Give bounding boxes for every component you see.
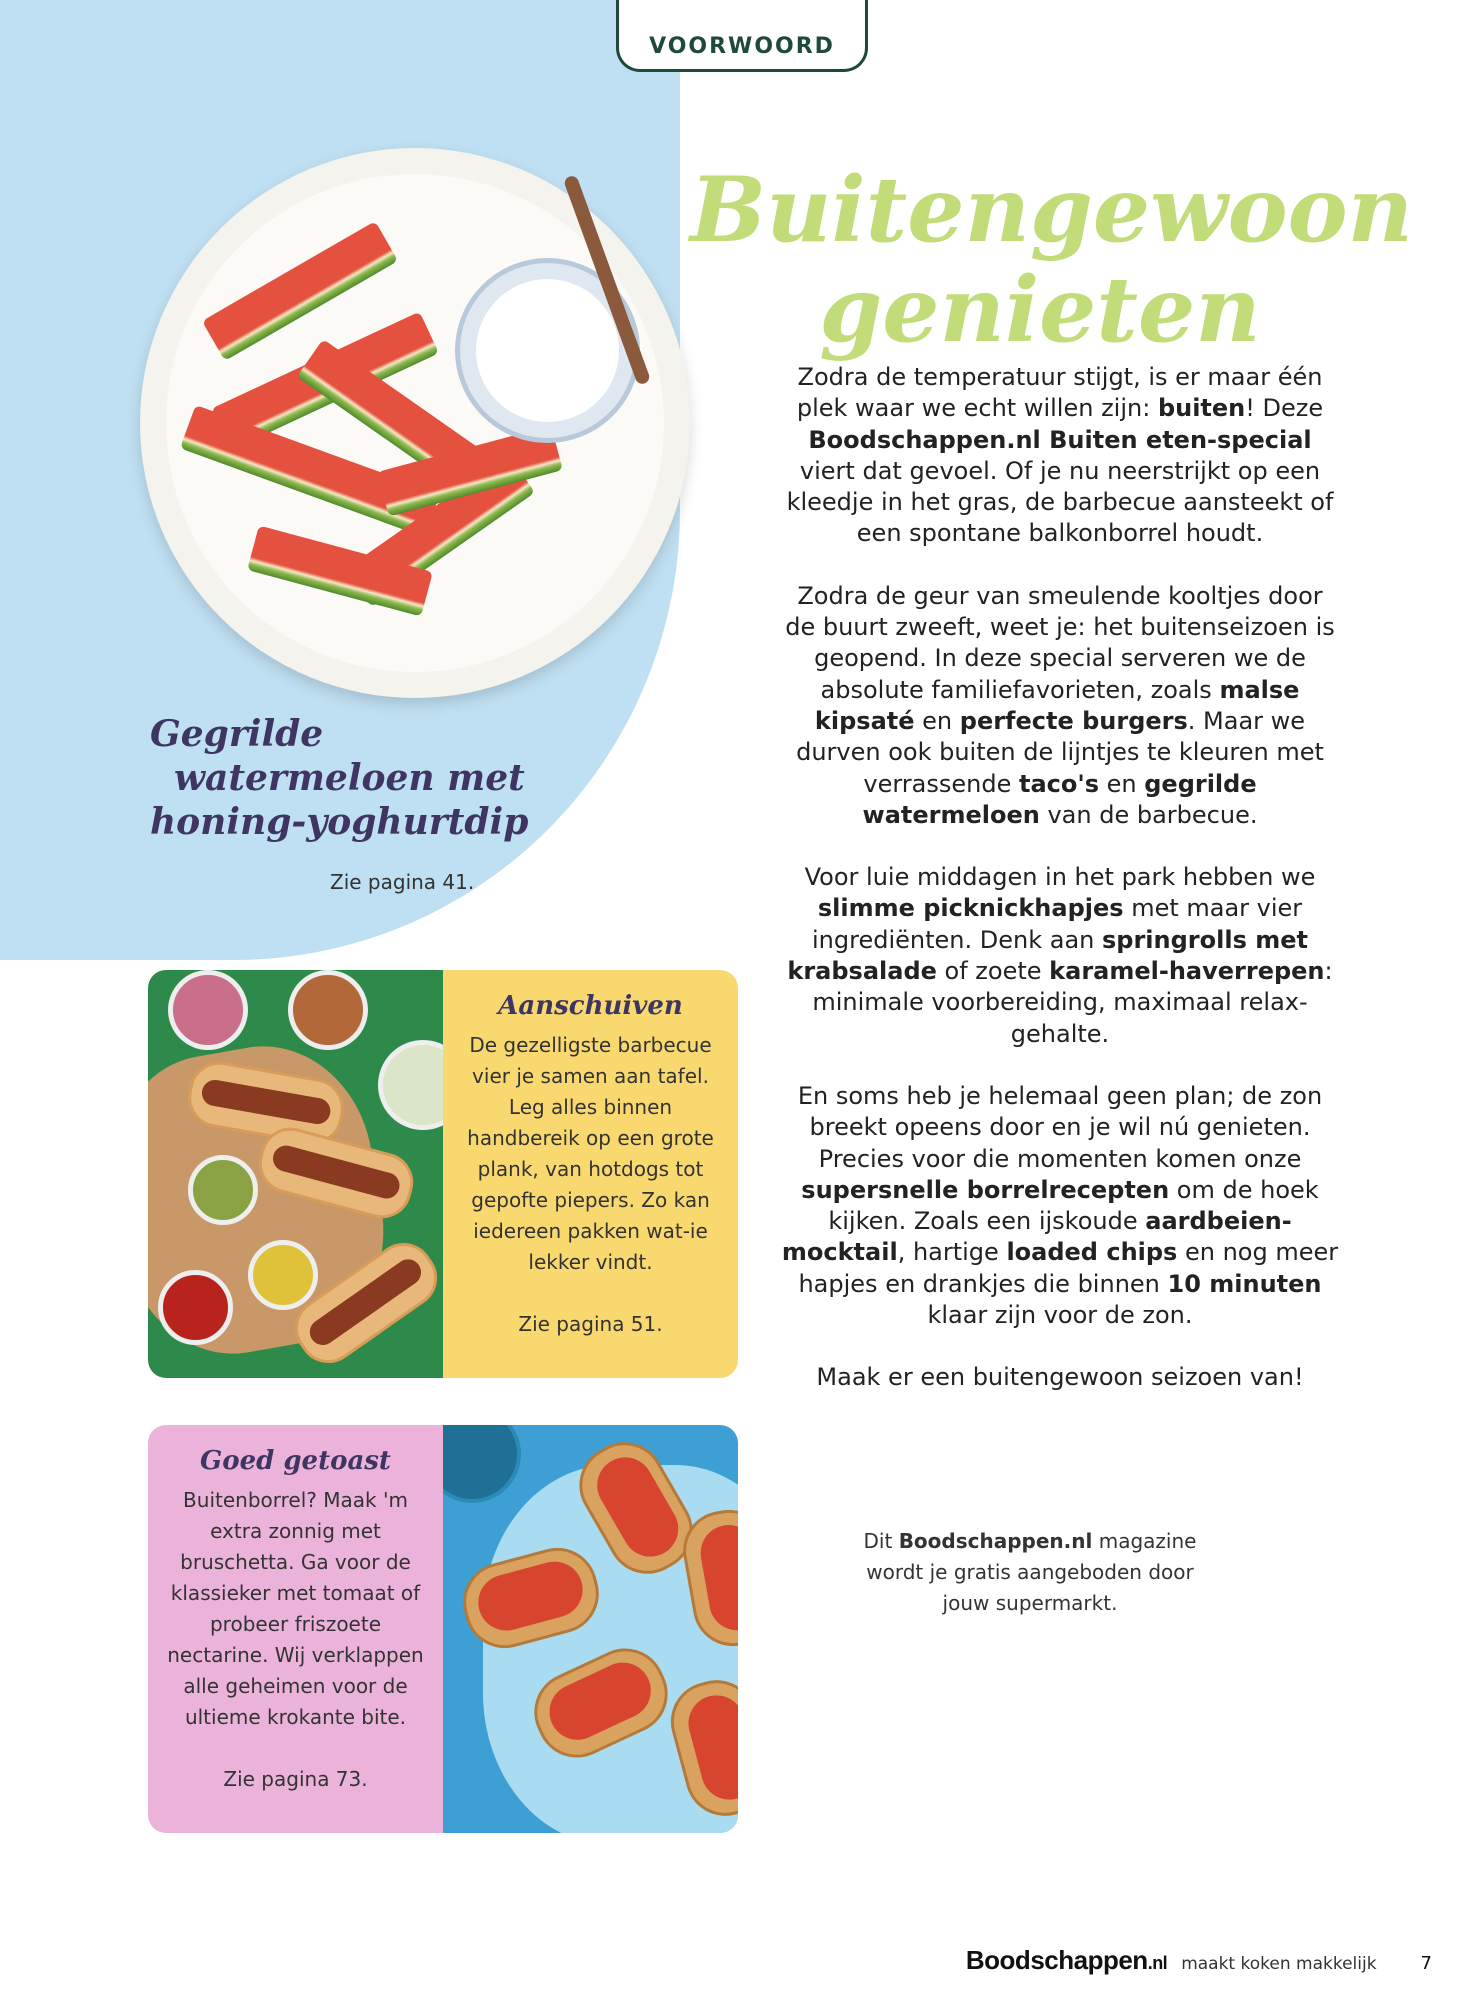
card-goed-getoast-text bbox=[148, 1425, 443, 1833]
hotdog-photo bbox=[148, 970, 443, 1378]
page-title bbox=[690, 157, 1414, 363]
card-aanschuiven[interactable] bbox=[148, 970, 738, 1378]
card-goed-getoast-title: Goed getoast bbox=[200, 1446, 391, 1476]
magazine-note: Dit Boodschappen.nl magazine wordt je gratis aangeboden door jouw supermarkt. bbox=[863, 1529, 1197, 1615]
paragraph-3: Voor luie middagen in het park hebben we slimme picknickhapjes met maar vier ingrediënten. Denk aan springrolls met krabsalade of zoete karamel-haverrepen: minimale voorbereiding, maximaal relax-gehalte. bbox=[787, 863, 1333, 1048]
paragraph-4: En soms heb je helemaal geen plan; de zon breekt opeens door en je wil nú genieten. Precies voor die momenten komen onze supersnelle borrelrecepten om de hoek kijken. Zoals een ijskoude aardbeien-mocktail, hartige loaded chips en nog meer hapjes en drankjes die binnen 10 minuten klaar zijn voor de zon. bbox=[781, 1081, 1339, 1330]
paragraph-5: Maak er een buitengewoon seizoen van! bbox=[816, 1363, 1304, 1392]
card-goed-getoast-page-ref: Zie pagina 73. bbox=[223, 1767, 368, 1791]
bruschetta-photo bbox=[443, 1425, 738, 1833]
hero-page-ref: Zie pagina 41. bbox=[330, 870, 475, 894]
card-aanschuiven-body: De gezelligste barbecue vier je samen aan tafel. Leg alles binnen handbereik op een grote plank, van hotdogs tot gepofte piepers. Zo kan iedereen pakken wat-ie lekker vindt. bbox=[467, 1033, 714, 1274]
card-goed-getoast[interactable] bbox=[148, 1425, 738, 1833]
hero-caption-line-1: Gegrilde bbox=[150, 713, 324, 755]
page-number: 7 bbox=[1420, 1953, 1432, 1974]
section-tab: VOORWOORD bbox=[616, 0, 868, 72]
brand-tagline: maakt koken makkelijk bbox=[1181, 1954, 1377, 1974]
title-line-2: genieten bbox=[819, 257, 1261, 363]
card-aanschuiven-text bbox=[443, 970, 738, 1378]
hero-caption-line-2: watermeloen met bbox=[174, 757, 525, 799]
card-goed-getoast-body: Buitenborrel? Maak 'm extra zonnig met bruschetta. Ga voor de klassieker met tomaat of probeer friszoete nectarine. Wij verklappen alle geheimen voor de ultieme krokante bite. bbox=[167, 1488, 424, 1729]
hero-caption-line-3: honing-yoghurtdip bbox=[150, 801, 529, 843]
title-line-1: Buitengewoon bbox=[690, 157, 1414, 263]
page-footer bbox=[966, 1945, 1432, 1976]
card-aanschuiven-title: Aanschuiven bbox=[498, 991, 683, 1021]
hero-caption bbox=[150, 712, 570, 844]
watermelon-plate-image bbox=[140, 148, 690, 698]
paragraph-1: Zodra de temperatuur stijgt, is er maar één plek waar we echt willen zijn: buiten! Deze Boodschappen.nl Buiten eten-special viert dat gevoel. Of je nu neerstrijkt op een kleedje in het gras, de barbecue aansteekt of een spontane balkonborrel houdt. bbox=[786, 363, 1334, 548]
paragraph-2: Zodra de geur van smeulende kooltjes door de buurt zweeft, weet je: het buitenseizoen is geopend. In deze special serveren we de absolute familiefavorieten, zoals malse kipsaté en perfecte burgers. Maar we durven ook buiten de lijntjes te kleuren met verrassende taco's en gegrilde watermeloen van de barbecue. bbox=[785, 581, 1335, 829]
intro-text bbox=[780, 362, 1340, 1425]
card-aanschuiven-page-ref: Zie pagina 51. bbox=[518, 1312, 663, 1336]
brand-logo: Boodschappen.nl bbox=[965, 1945, 1168, 1975]
